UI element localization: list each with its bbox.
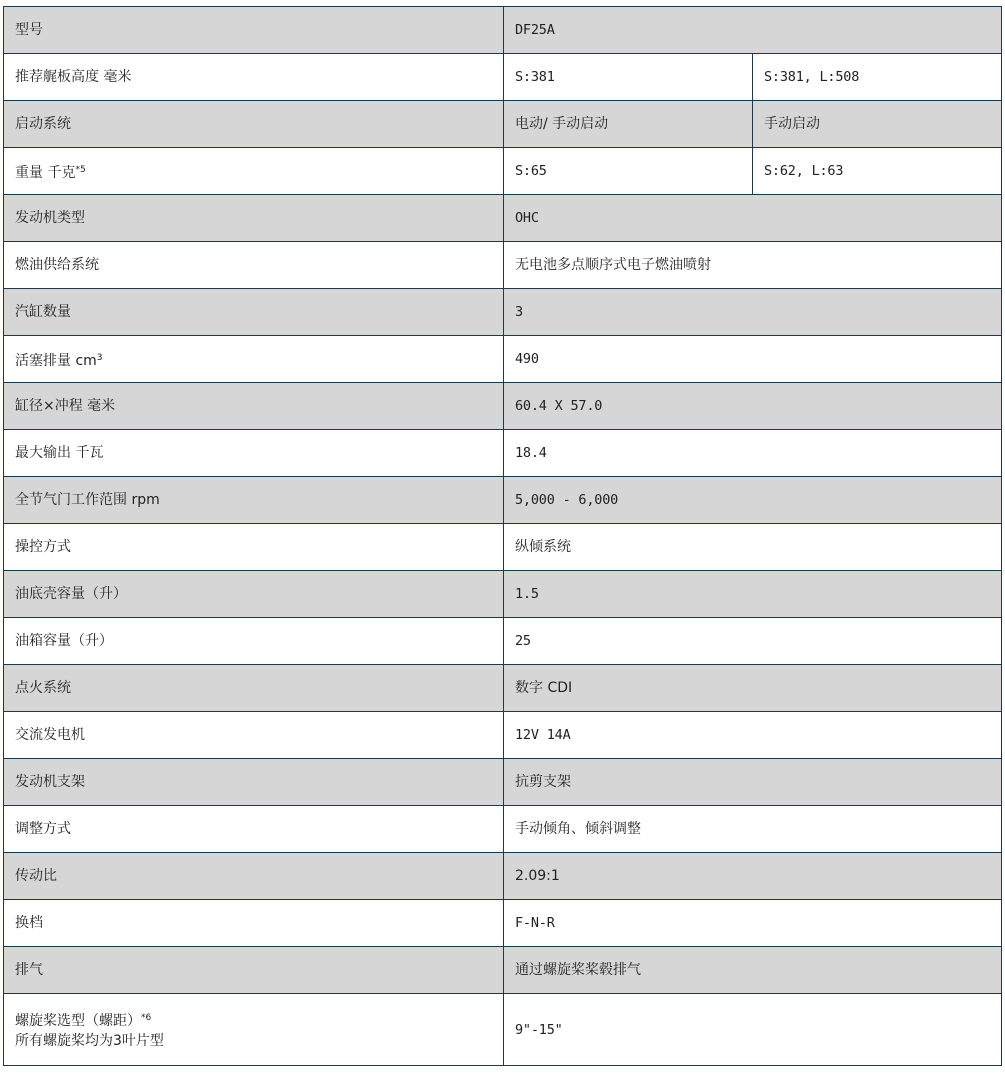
table-row xyxy=(4,101,1002,148)
footnote-marker: *5 xyxy=(75,164,86,175)
spec-label: 推荐艉板高度 毫米 xyxy=(4,54,504,101)
spec-value-alt: 手动启动 xyxy=(753,101,1002,148)
spec-value: 抗剪支架 xyxy=(504,759,1002,806)
spec-value: OHC xyxy=(504,195,1002,242)
spec-label: 活塞排量 cm xyxy=(15,352,97,369)
spec-label: 重量 千克 xyxy=(15,164,76,181)
table-row xyxy=(4,7,1002,54)
spec-label: 螺旋桨选型（螺距） xyxy=(15,1013,141,1029)
spec-label: 调整方式 xyxy=(4,806,504,853)
spec-label: 型号 xyxy=(4,7,504,54)
spec-label: 传动比 xyxy=(4,853,504,900)
spec-label: 排气 xyxy=(4,947,504,994)
spec-value: 1.5 xyxy=(504,571,1002,618)
spec-label: 燃油供给系统 xyxy=(4,242,504,289)
spec-label: 换档 xyxy=(4,900,504,947)
spec-value: 电动/ 手动启动 xyxy=(504,101,753,148)
spec-value: 18.4 xyxy=(504,430,1002,477)
table-row xyxy=(4,54,1002,101)
spec-label: 操控方式 xyxy=(4,524,504,571)
spec-value: 3 xyxy=(504,289,1002,336)
spec-label: 最大输出 千瓦 xyxy=(4,430,504,477)
table-row xyxy=(4,242,1002,289)
table-row xyxy=(4,336,1002,383)
table-row xyxy=(4,571,1002,618)
spec-value: 纵倾系统 xyxy=(504,524,1002,571)
table-row xyxy=(4,148,1002,195)
spec-value: 2.09:1 xyxy=(504,853,1002,900)
spec-value: 9"-15" xyxy=(504,994,1002,1066)
spec-value: 490 xyxy=(504,336,1002,383)
spec-value: DF25A xyxy=(504,7,1002,54)
table-row xyxy=(4,383,1002,430)
spec-label: 汽缸数量 xyxy=(4,289,504,336)
spec-label: 点火系统 xyxy=(4,665,504,712)
spec-label: 发动机类型 xyxy=(4,195,504,242)
spec-value: 手动倾角、倾斜调整 xyxy=(504,806,1002,853)
table-row xyxy=(4,195,1002,242)
superscript: 3 xyxy=(96,352,103,363)
table-row xyxy=(4,477,1002,524)
footnote-marker: *6 xyxy=(141,1013,152,1023)
table-row xyxy=(4,289,1002,336)
spec-value: 数字 CDI xyxy=(504,665,1002,712)
spec-label: 启动系统 xyxy=(4,101,504,148)
table-row xyxy=(4,618,1002,665)
table-row xyxy=(4,665,1002,712)
spec-label: 油底壳容量（升） xyxy=(4,571,504,618)
table-row xyxy=(4,994,1002,1066)
table-row xyxy=(4,524,1002,571)
spec-value: 5,000 - 6,000 xyxy=(504,477,1002,524)
table-row xyxy=(4,430,1002,477)
spec-label: 全节气门工作范围 rpm xyxy=(4,477,504,524)
spec-label: 发动机支架 xyxy=(4,759,504,806)
spec-label: 油箱容量（升） xyxy=(4,618,504,665)
spec-value: 通过螺旋桨桨毂排气 xyxy=(504,947,1002,994)
table-row xyxy=(4,712,1002,759)
table-row xyxy=(4,947,1002,994)
spec-value: 无电池多点顺序式电子燃油喷射 xyxy=(504,242,1002,289)
spec-value: 25 xyxy=(504,618,1002,665)
table-row xyxy=(4,759,1002,806)
spec-label: 交流发电机 xyxy=(4,712,504,759)
spec-value-alt: S:381, L:508 xyxy=(753,54,1002,101)
spec-label-note: 所有螺旋桨均为3叶片型 xyxy=(15,1033,164,1049)
spec-value-alt: S:62, L:63 xyxy=(753,148,1002,195)
table-row xyxy=(4,853,1002,900)
spec-label-cell xyxy=(4,336,504,383)
spec-value: 12V 14A xyxy=(504,712,1002,759)
spec-label-cell xyxy=(4,148,504,195)
spec-label: 缸径×冲程 毫米 xyxy=(4,383,504,430)
spec-value: S:65 xyxy=(504,148,753,195)
spec-table xyxy=(3,6,1002,1066)
spec-label-line xyxy=(15,1008,492,1031)
spec-value: 60.4 X 57.0 xyxy=(504,383,1002,430)
spec-value: S:381 xyxy=(504,54,753,101)
table-row xyxy=(4,806,1002,853)
spec-value: F-N-R xyxy=(504,900,1002,947)
table-row xyxy=(4,900,1002,947)
spec-label-cell xyxy=(4,994,504,1066)
